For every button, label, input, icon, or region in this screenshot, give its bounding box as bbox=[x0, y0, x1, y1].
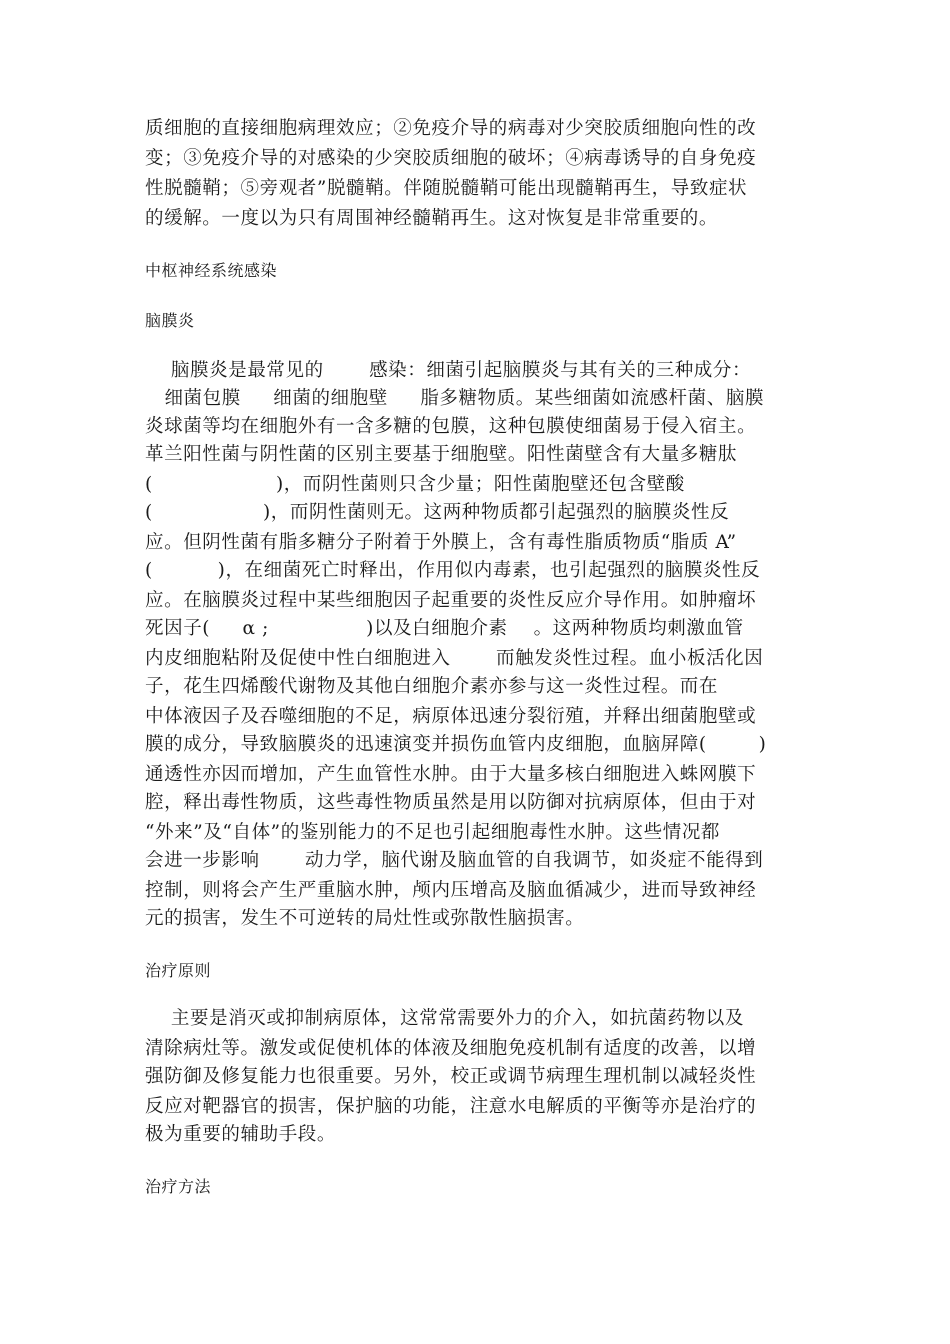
paragraph-line: 炎球菌等均在细胞外有一含多糖的包膜，这种包膜使细菌易于侵入宿主。 bbox=[145, 416, 757, 437]
section-heading: 治疗方法 bbox=[145, 1177, 212, 1196]
paragraph-line: 元的损害，发生不可逆转的局灶性或弥散性脑损害。 bbox=[145, 908, 585, 929]
paragraph-line: 控制，则将会产生严重脑水肿，颅内压增高及脑血循减少，进而导致神经 bbox=[145, 880, 757, 901]
paragraph-line: “外来”及“自体”的鉴别能力的不足也引起细胞毒性水肿。这些情况都 bbox=[145, 822, 721, 843]
paragraph-line: 通透性亦因而增加，产生血管性水肿。由于大量多核白细胞进入蛛网膜下 bbox=[145, 764, 757, 785]
paragraph-line: 性脱髓鞘；⑤旁观者”脱髓鞘。伴随脱髓鞘可能出现髓鞘再生，导致症状 bbox=[145, 178, 748, 199]
paragraph-line: 死因子( α ; )以及白细胞介素 。这两种物质均刺激血管 bbox=[145, 618, 744, 639]
paragraph-line: 应。但阴性菌有脂多糖分子附着于外膜上，含有毒性脂质物质“脂质 A” bbox=[145, 532, 737, 553]
paragraph-line: 质细胞的直接细胞病理效应；②免疫介导的病毒对少突胶质细胞向性的改 bbox=[145, 118, 757, 139]
paragraph-line: 极为重要的辅助手段。 bbox=[145, 1124, 337, 1145]
paragraph-line: 子，花生四烯酸代谢物及其他白细胞介素亦参与这一炎性过程。而在 bbox=[145, 676, 719, 697]
paragraph-line: ( )，而阴性菌则无。这两种物质都引起强烈的脑膜炎性反 bbox=[145, 502, 730, 523]
paragraph-line: ( )，而阴性菌则只含少量；阳性菌胞壁还包含壁酸 bbox=[145, 474, 685, 495]
paragraph-line: 强防御及修复能力也很重要。另外，校正或调节病理生理机制以减轻炎性 bbox=[145, 1066, 757, 1087]
paragraph-line: 主要是消灭或抑制病原体，这常常需要外力的介入，如抗菌药物以及 bbox=[145, 1008, 744, 1029]
paragraph-line: 膜的成分，导致脑膜炎的迅速演变并损伤血管内皮细胞，血脑屏障( ) bbox=[145, 734, 767, 755]
paragraph-line: 应。在脑膜炎过程中某些细胞因子起重要的炎性反应介导作用。如肿瘤坏 bbox=[145, 590, 757, 611]
paragraph-line: 腔，释出毒性物质，这些毒性物质虽然是用以防御对抗病原体，但由于对 bbox=[145, 792, 757, 813]
paragraph-line: 会进一步影响 动力学，脑代谢及脑血管的自我调节，如炎症不能得到 bbox=[145, 850, 764, 871]
paragraph-line: 清除病灶等。激发或促使机体的体液及细胞免疫机制有适度的改善，以增 bbox=[145, 1038, 757, 1059]
paragraph-line: 中体液因子及吞噬细胞的不足，病原体迅速分裂衍殖，并释出细菌胞壁或 bbox=[145, 706, 757, 727]
paragraph-line: 反应对靶器官的损害，保护脑的功能，注意水电解质的平衡等亦是治疗的 bbox=[145, 1096, 757, 1117]
section-heading: 脑膜炎 bbox=[145, 311, 195, 330]
paragraph-line: 革兰阳性菌与阴性菌的区别主要基于细胞壁。阳性菌壁含有大量多糖肽 bbox=[145, 444, 738, 465]
section-heading: 中枢神经系统感染 bbox=[145, 261, 278, 280]
section-heading: 治疗原则 bbox=[145, 961, 212, 980]
paragraph-line: 细菌包膜 细菌的细胞壁 脂多糖物质。某些细菌如流感杆菌、脑膜 bbox=[145, 388, 765, 409]
paragraph-line: 内皮细胞粘附及促使中性白细胞进入 而触发炎性过程。血小板活化因 bbox=[145, 648, 764, 669]
paragraph-line: ( )，在细菌死亡时释出，作用似内毒素，也引起强烈的脑膜炎性反 bbox=[145, 560, 761, 581]
paragraph-line: 脑膜炎是最常见的 感染：细菌引起脑膜炎与其有关的三种成分： bbox=[145, 360, 752, 381]
paragraph-line: 的缓解。一度以为只有周围神经髓鞘再生。这对恢复是非常重要的。 bbox=[145, 208, 719, 229]
paragraph-line: 变；③免疫介导的对感染的少突胶质细胞的破坏；④病毒诱导的自身免疫 bbox=[145, 148, 757, 169]
